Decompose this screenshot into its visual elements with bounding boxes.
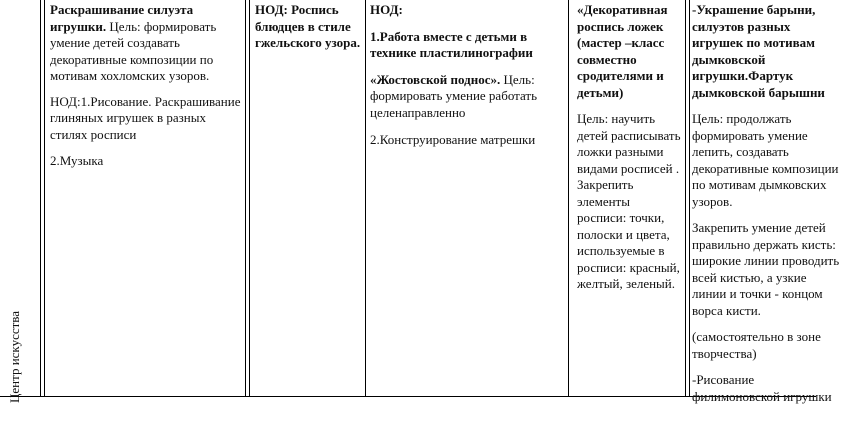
cell-1-activity: НОД:1.Рисование. Раскрашивание глиняных игрушек в разных стилях росписи [50, 93, 241, 142]
cell-1-music: 2.Музыка [50, 153, 104, 168]
cell-1-title: Раскрашивание силуэта игрушки. [50, 2, 194, 34]
column-divider-1-inner [249, 0, 250, 396]
cell-column-1 [50, 2, 244, 180]
table-border-left-inner [44, 0, 45, 396]
cell-3-subtitle: 1.Работа вместе с детьми в технике пластилинографии [370, 28, 533, 60]
cell-column-2 [255, 2, 363, 62]
cell-column-4 [577, 2, 681, 303]
column-divider-2 [365, 0, 366, 396]
cell-5-brush-skill: Закрепить умение детей правильно держать кисть: широкие линии проводить всей кистью, а узкие линии и точки - концом ворса кисти. [692, 220, 840, 318]
cell-5-title: -Украшение барыни, силуэтов разных игрушек по мотивам дымковской игрушки.Фартук дымковской барышни [692, 2, 825, 100]
cell-5-goal: Цель: продолжать формировать умение лепить, создавать декоративные композиции по мотивам дымковских узоров. [692, 111, 839, 209]
column-divider-3 [568, 0, 569, 396]
cell-4-goal: Цель: научить детей расписывать ложки разными видами росписей . Закрепить элементы росписи: точки, полоски и цвета, используемые в росписи: красный, желтый, зеленый. [577, 111, 681, 291]
cell-5-independent: (самостоятельно в зоне творчества) [692, 329, 821, 361]
cell-3-bold-phrase: «Жостовской поднос». [370, 71, 501, 87]
cell-3-goal: Цель: формировать умение работать целенаправленно [370, 71, 538, 120]
cell-5-drawing: -Рисование филимоновской игрушки [692, 372, 832, 404]
cell-column-3 [370, 2, 566, 159]
cell-3-title: НОД: [370, 2, 403, 17]
cell-2-title: НОД: Роспись блюдцев в стиле гжельского узора. [255, 2, 361, 50]
cell-4-title: «Декоративная роспись ложек (мастер –класс совместно сродителями и детьми) [577, 2, 668, 100]
column-divider-1 [245, 0, 246, 396]
cell-3-item-2: 2.Конструирование матрешки [370, 132, 536, 147]
cell-1-goal: Цель: формировать умение детей создавать декоративные композиции по мотивам хохломских узоров. [50, 18, 217, 83]
cell-column-5 [692, 2, 840, 404]
column-divider-4-inner [689, 0, 690, 396]
table-border-left [40, 0, 41, 396]
column-divider-4 [685, 0, 686, 396]
row-label: Центр искусства [7, 310, 22, 403]
